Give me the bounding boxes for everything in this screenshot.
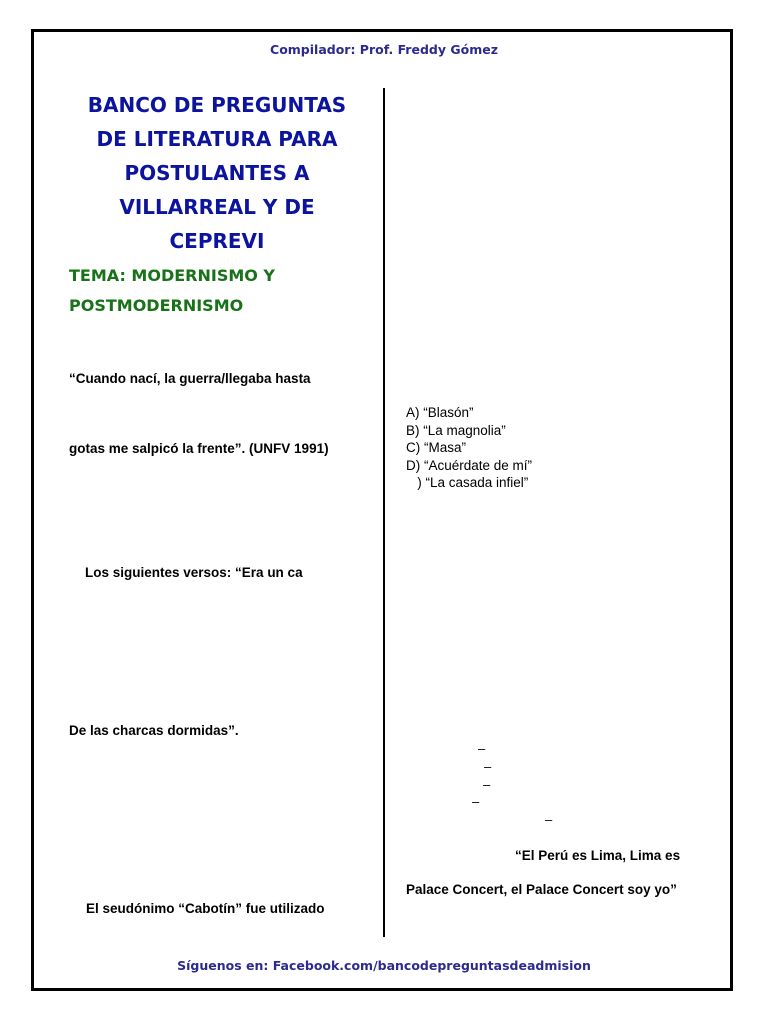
dash-mark: – xyxy=(478,741,486,756)
column-divider xyxy=(383,88,385,937)
option-e: ) “La casada infiel” xyxy=(406,475,529,490)
question-1-text-end: gotas me salpicó la frente”. (UNFV 1991) xyxy=(69,441,329,456)
option-b: B) “La magnolia” xyxy=(406,422,506,438)
topic-heading xyxy=(69,261,369,321)
quote-line-2: Palace Concert, el Palace Concert soy yo” xyxy=(406,882,677,897)
question-2-text: Los siguientes versos: “Era un ca xyxy=(85,565,303,580)
document-title xyxy=(58,88,376,258)
topic-line: TEMA: MODERNISMO Y xyxy=(69,266,276,285)
question-3-text: El seudónimo “Cabotín” fue utilizado xyxy=(86,901,325,916)
footer-follow-link[interactable]: Síguenos en: Facebook.com/bancodepreguntasdeadmision xyxy=(177,958,591,973)
quote-line-1: “El Perú es Lima, Lima es xyxy=(515,848,681,863)
option-a: A) “Blasón” xyxy=(406,405,474,420)
dash-mark: – xyxy=(483,777,491,792)
dash-mark: – xyxy=(472,794,480,809)
title-line: DE LITERATURA PARA xyxy=(96,127,338,151)
title-line: BANCO DE PREGUNTAS xyxy=(87,93,347,117)
dash-mark: – xyxy=(484,759,492,774)
question-2-text-end: De las charcas dormidas”. xyxy=(69,723,239,738)
compiler-credit: Compilador: Prof. Freddy Gómez xyxy=(270,42,498,57)
dash-mark: – xyxy=(545,812,553,827)
title-line: VILLARREAL Y DE xyxy=(119,195,315,219)
option-c: C) “Masa” xyxy=(406,440,466,455)
question-1-text: “Cuando nací, la guerra/llegaba hasta xyxy=(69,371,311,386)
title-line: POSTULANTES A xyxy=(124,161,310,185)
topic-line: POSTMODERNISMO xyxy=(69,296,244,315)
title-line: CEPREVI xyxy=(169,229,265,253)
option-d: D) “Acuérdate de mí” xyxy=(406,457,533,473)
answer-options xyxy=(406,404,532,492)
